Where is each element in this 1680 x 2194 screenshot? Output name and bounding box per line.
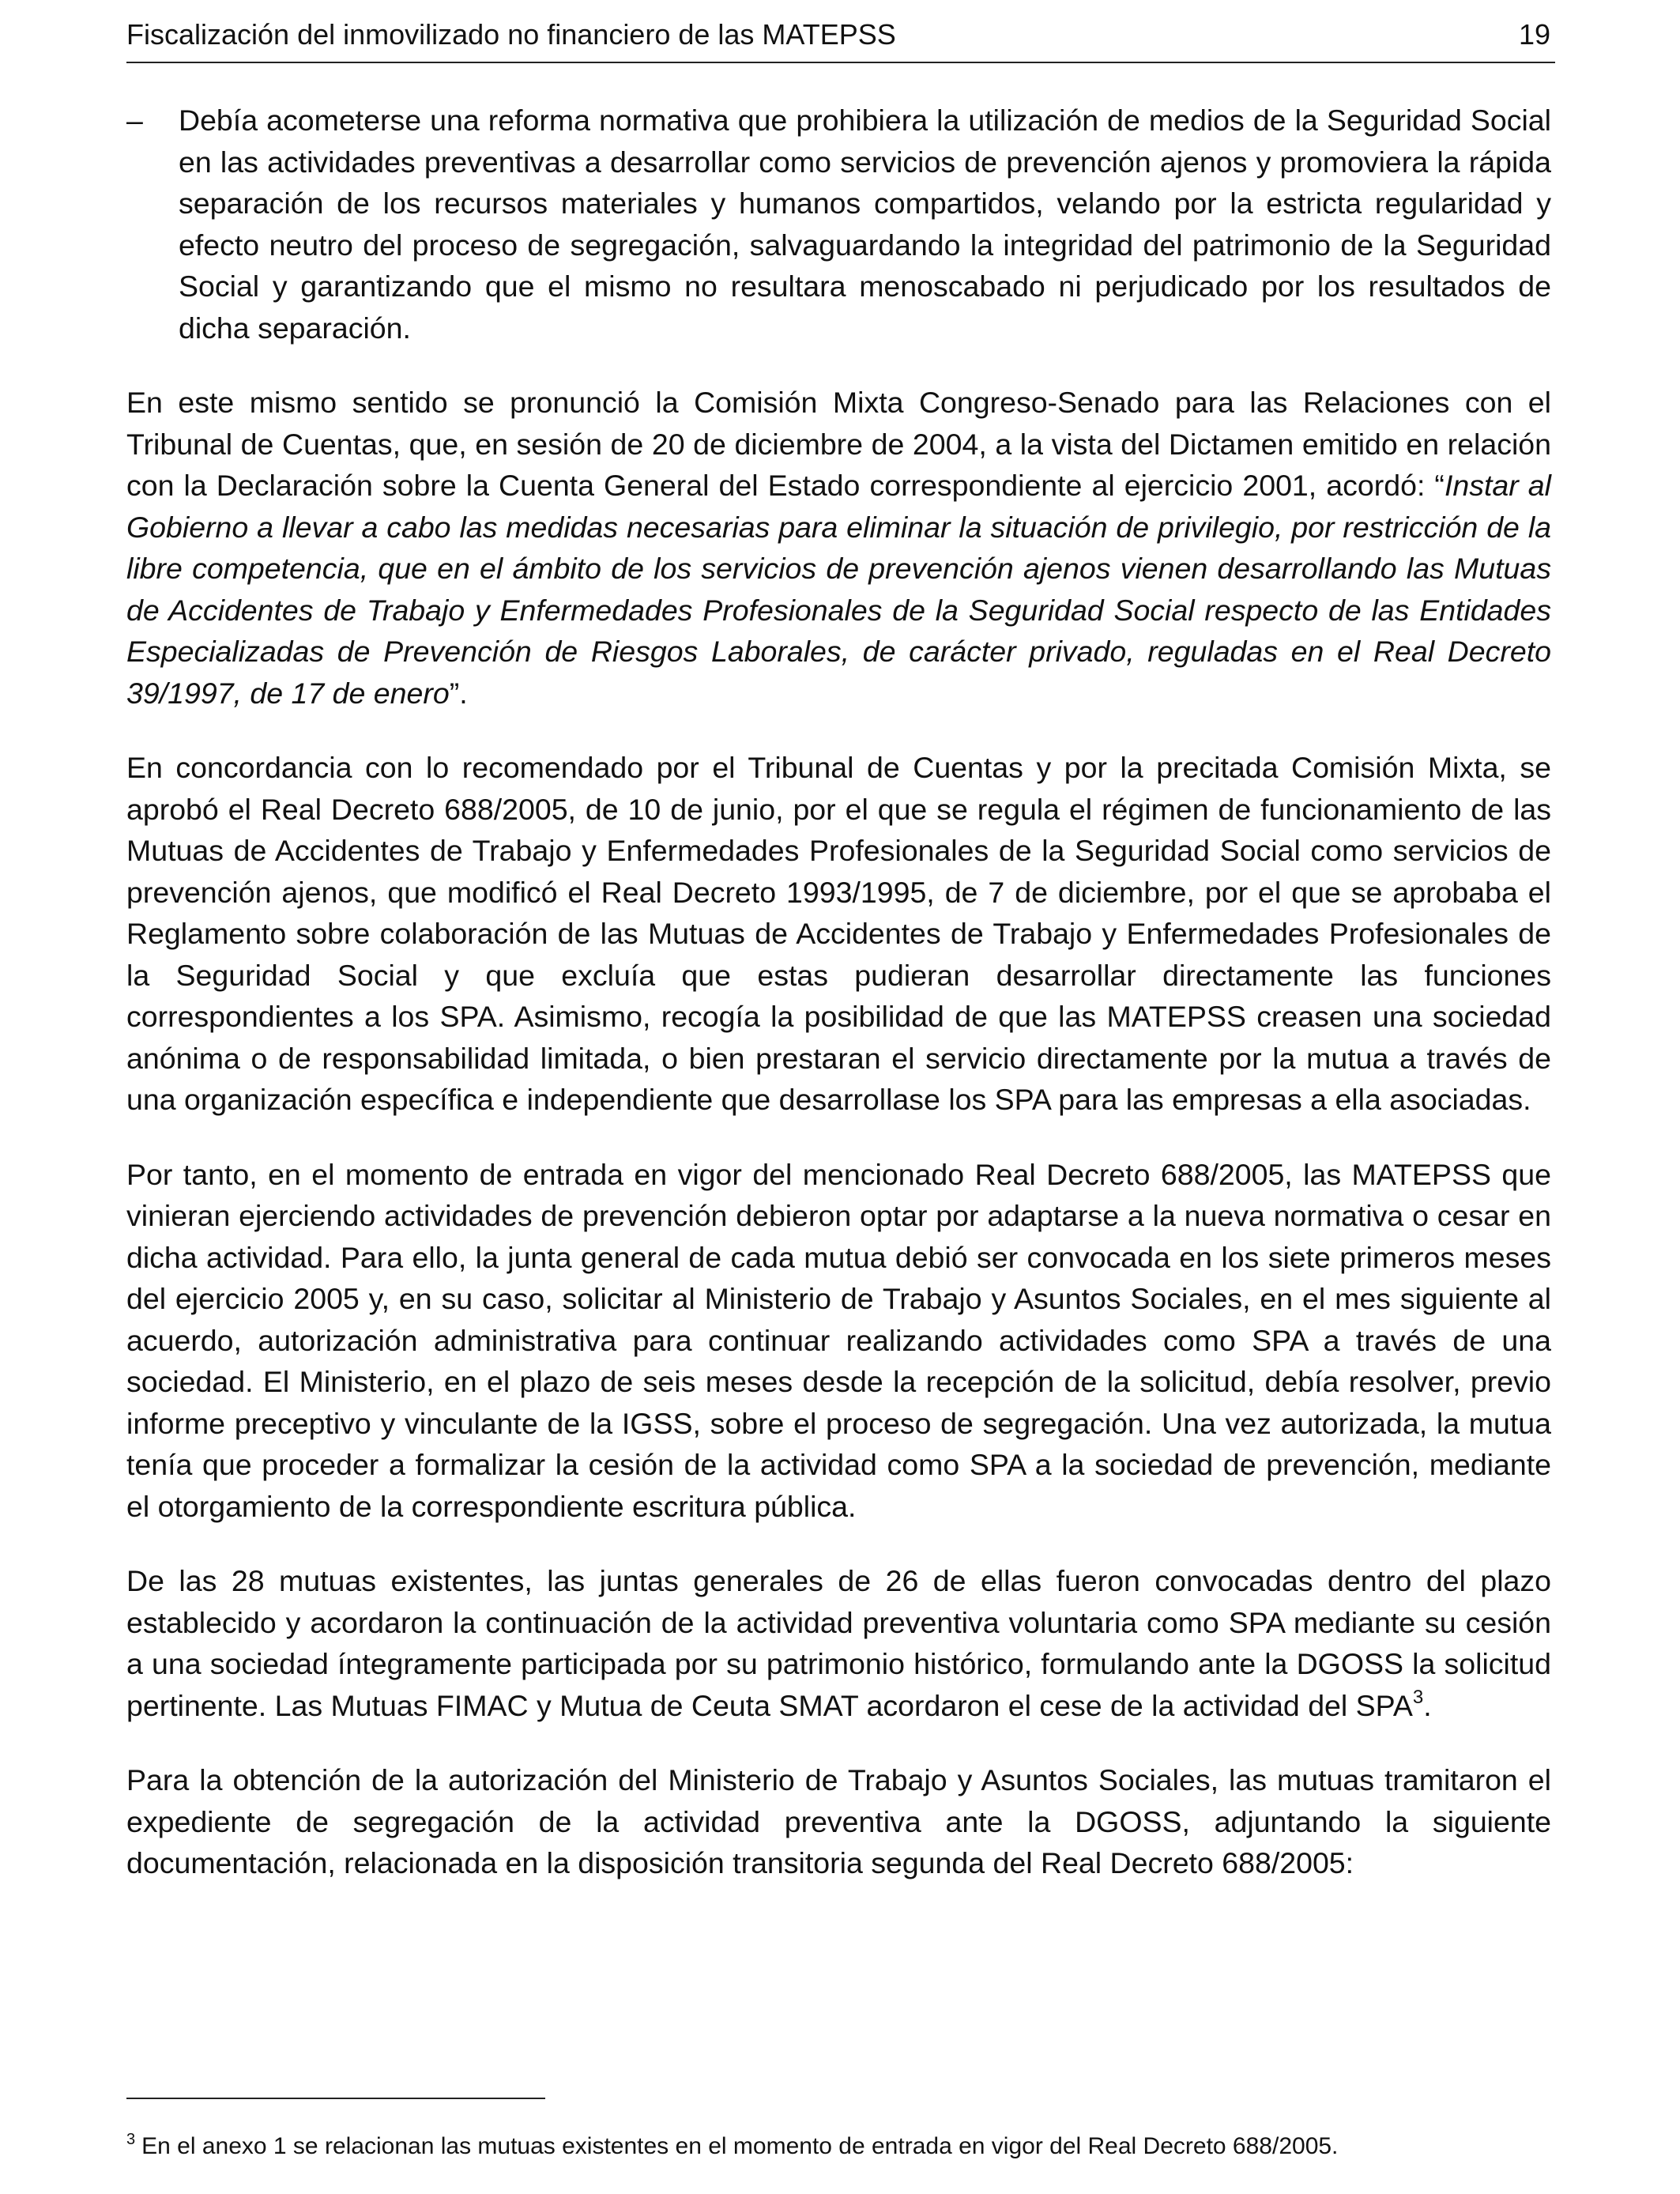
paragraph-comision-mixta <box>126 382 1551 714</box>
paragraph-real-decreto: En concordancia con lo recomendado por el Tribunal de Cuentas y por la precitada Comisión Mixta, se aprobó el Real Decreto 688/2005, de 10 de junio, por el que se regula el régimen de funcionamiento de las Mutuas de Accidentes de Trabajo y Enfermedades Profesionales de la Seguridad Social como servicios de prevención ajenos, que modificó el Real Decreto 1993/1995, de 7 de diciembre, por el que se aprobaba el Reglamento sobre colaboración de las Mutuas de Accidentes de Trabajo y Enfermedades Profesionales de la Seguridad Social y que excluía que estas pudieran desarrollar directamente las funciones correspondientes a los SPA. Asimismo, recogía la posibilidad de que las MATEPSS creasen una sociedad anónima o de responsabilidad limitada, o bien prestaran el servicio directamente por la mutua a través de una organización específica e independiente que desarrollase los SPA para las empresas a ella asociadas. <box>126 751 1551 1116</box>
paragraph-intro: En este mismo sentido se pronunció la Comisión Mixta Congreso-Senado para las Relaciones con el Tribunal de Cuentas, que, en sesión de 20 de diciembre de 2004, a la vista del Dictamen emitido en relación con la Declaración sobre la Cuenta General del Estado correspondiente al ejercicio 2001, acordó: “ <box>126 386 1551 502</box>
header-title: Fiscalización del inmovilizado no financiero de las MATEPSS <box>126 18 896 51</box>
footnote-divider <box>126 2098 545 2099</box>
paragraph-text: De las 28 mutuas existentes, las juntas generales de 26 de ellas fueron convocadas dentro del plazo establecido y acordaron la continuación de la actividad preventiva voluntaria como SPA mediante su cesión a una sociedad íntegramente participada por su patrimonio histórico, formulando ante la DGOSS la solicitud pertinente. Las Mutuas FIMAC y Mutua de Ceuta SMAT acordaron el cese de la actividad del SPA <box>126 1564 1551 1722</box>
quoted-resolution: Instar al Gobierno a llevar a cabo las medidas necesarias para eliminar la situación de privilegio, por restricción de la libre competencia, que en el ámbito de los servicios de prevención ajenos vienen desarrollando las Mutuas de Accidentes de Trabajo y Enfermedades Profesionales de la Seguridad Social respecto de las Entidades Especializadas de Prevención de Riesgos Laborales, de carácter privado, reguladas en el Real Decreto 39/1997, de 17 de enero <box>126 469 1551 710</box>
quote-close: ”. <box>449 676 468 710</box>
dash-bullet: – <box>126 104 143 137</box>
paragraph-mutuas-existentes <box>126 1560 1551 1726</box>
footnote-text: En el anexo 1 se relacionan las mutuas existentes en el momento de entrada en vigor del Real Decreto 688/2005. <box>141 2133 1339 2159</box>
paragraph-autorizacion: Para la obtención de la autorización del Ministerio de Trabajo y Asuntos Sociales, las mutuas tramitaron el expediente de segregación de la actividad preventiva ante la DGOSS, adjuntando la siguiente documentación, relacionada en la disposición transitoria segunda del Real Decreto 688/2005: <box>126 1763 1551 1879</box>
footnote-reference[interactable]: 3 <box>1412 1686 1424 1708</box>
page-header <box>126 17 1555 63</box>
dash-item-text: Debía acometerse una reforma normativa que prohibiera la utilización de medios de la Seguridad Social en las actividades preventivas a desarrollar como servicios de prevención ajenos y promoviera la rápida separación de los recursos materiales y humanos compartidos, velando por la estricta regularidad y efecto neutro del proceso de segregación, salvaguardando la integridad del patrimonio de la Seguridad Social y garantizando que el mismo no resultara menoscabado ni perjudicado por los resultados de dicha separación. <box>179 104 1551 345</box>
footnote-marker: 3 <box>126 2131 136 2148</box>
footnote <box>126 2131 1551 2162</box>
paragraph-entrada-en-vigor: Por tanto, en el momento de entrada en vigor del mencionado Real Decreto 688/2005, las MATEPSS que vinieran ejerciendo actividades de prevención debieron optar por adaptarse a la nueva normativa o cesar en dicha actividad. Para ello, la junta general de cada mutua debió ser convocada en los siete primeros meses del ejercicio 2005 y, en su caso, solicitar al Ministerio de Trabajo y Asuntos Sociales, en el mes siguiente al acuerdo, autorización administrativa para continuar realizando actividades como SPA a través de una sociedad. El Ministerio, en el plazo de seis meses desde la recepción de la solicitud, debía resolver, previo informe preceptivo y vinculante de la IGSS, sobre el proceso de segregación. Una vez autorizada, la mutua tenía que proceder a formalizar la cesión de la actividad como SPA a la sociedad de prevención, mediante el otorgamiento de la correspondiente escritura pública. <box>126 1157 1551 1523</box>
dash-list-item <box>126 100 1551 349</box>
page-number: 19 <box>1518 18 1550 51</box>
paragraph-end: . <box>1423 1688 1432 1722</box>
body-text <box>126 100 1551 1917</box>
